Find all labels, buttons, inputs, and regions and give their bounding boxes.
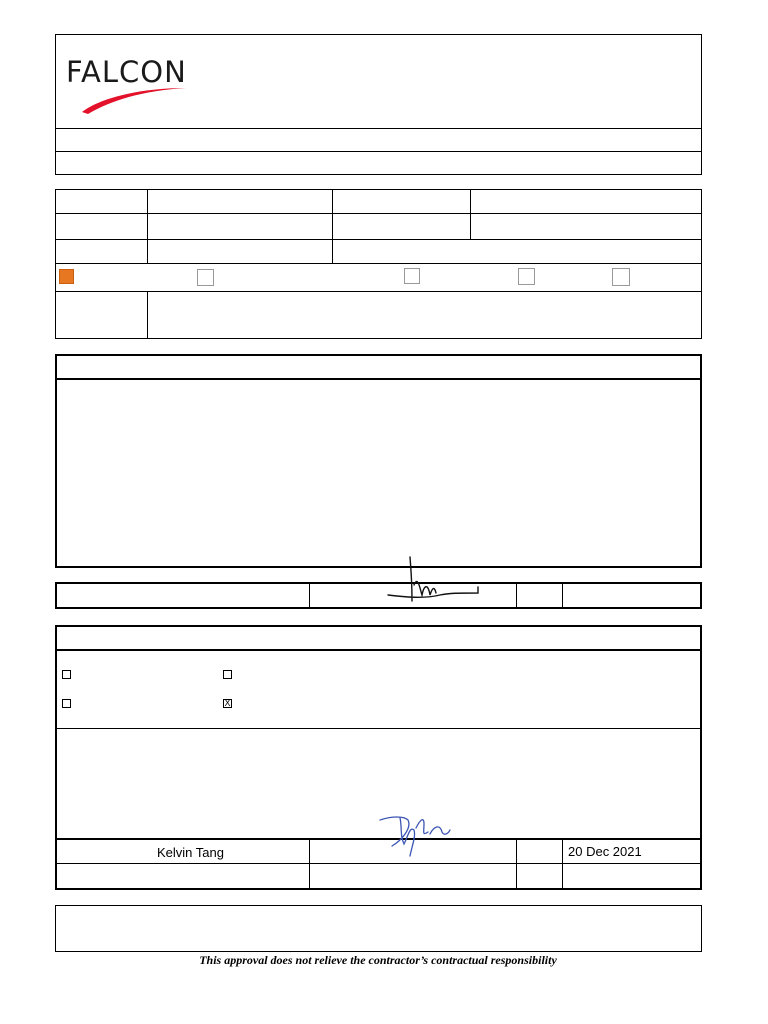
- review-option-4-checkbox[interactable]: [223, 699, 232, 708]
- review-option-4-mark: X: [224, 698, 231, 708]
- approver-name: Kelvin Tang: [157, 845, 224, 860]
- review-header-line: [55, 649, 702, 651]
- review-option-3-checkbox[interactable]: [62, 699, 71, 708]
- review-option-1-checkbox[interactable]: [62, 670, 71, 679]
- option-1-checkbox[interactable]: [59, 269, 74, 284]
- info-col-line-3: [470, 189, 471, 239]
- header-divider-2: [55, 151, 702, 152]
- option-4-checkbox[interactable]: [518, 268, 535, 285]
- info-row-line-1: [55, 213, 702, 214]
- approver-col-3: [562, 838, 563, 890]
- footer-disclaimer: This approval does not relieve the contractor’s contractual responsibility: [199, 953, 557, 967]
- info-row-line-3: [55, 263, 702, 264]
- approval-date: 20 Dec 2021: [568, 844, 642, 859]
- submitter-signature: [384, 555, 484, 607]
- approver-col-2: [516, 838, 517, 890]
- info-row-line-4: [55, 291, 702, 292]
- option-5-checkbox[interactable]: [612, 268, 630, 286]
- review-option-2-checkbox[interactable]: [223, 670, 232, 679]
- info-col-line-2: [332, 189, 333, 263]
- option-2-checkbox[interactable]: [197, 269, 214, 286]
- info-row-line-2: [55, 239, 702, 240]
- submitter-row: [55, 582, 702, 609]
- description-box: [55, 354, 702, 568]
- info-col-line-1b: [147, 291, 148, 339]
- logo-text: FALCON: [66, 55, 187, 89]
- review-options-line: [55, 728, 702, 729]
- approver-col-1: [309, 838, 310, 890]
- info-table: [55, 189, 702, 339]
- header-divider-1: [55, 128, 702, 129]
- logo-swoosh-icon: [80, 84, 190, 116]
- submitter-col-2: [516, 582, 517, 609]
- remarks-box: [55, 905, 702, 952]
- info-col-line-1: [147, 189, 148, 263]
- approver-row-mid: [55, 863, 702, 864]
- option-3-checkbox[interactable]: [404, 268, 420, 284]
- submitter-col-1: [309, 582, 310, 609]
- description-header-line: [55, 378, 702, 380]
- approver-signature: [378, 806, 458, 862]
- submitter-col-3: [562, 582, 563, 609]
